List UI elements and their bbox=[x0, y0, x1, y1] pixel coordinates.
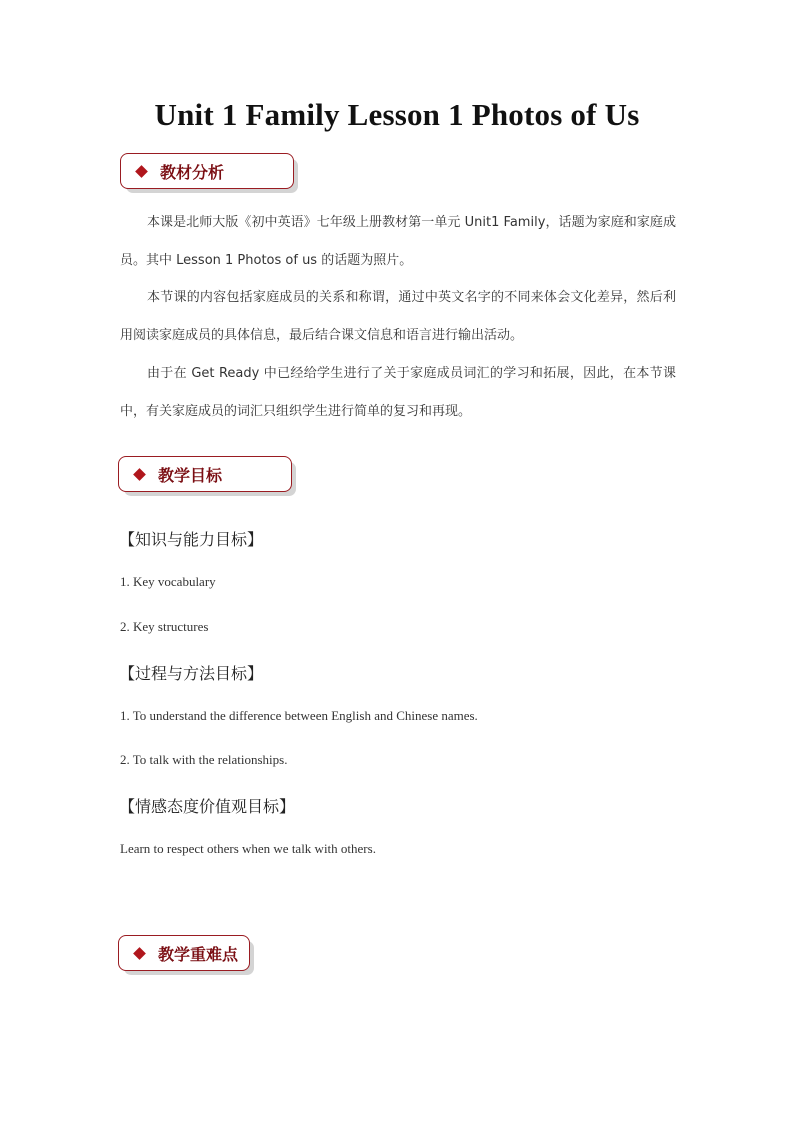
emotion-objective-label: 【情感态度价值观目标】 bbox=[119, 797, 296, 816]
diamond-bullet-icon bbox=[133, 947, 146, 960]
diamond-bullet-icon bbox=[135, 165, 148, 178]
section-heading-key-points bbox=[118, 935, 250, 971]
emotion-item-1: Learn to respect others when we talk with others. bbox=[120, 841, 376, 856]
section-heading-label: 教材分析 bbox=[160, 162, 225, 182]
section-heading-label: 教学目标 bbox=[158, 465, 223, 485]
process-objective-label: 【过程与方法目标】 bbox=[119, 664, 264, 683]
knowledge-item-1: 1. Key vocabulary bbox=[120, 574, 216, 589]
section-heading-analysis bbox=[120, 153, 294, 189]
analysis-paragraph-3: 由于在 Get Ready 中已经给学生进行了关于家庭成员词汇的学习和拓展，因此，在本节课中，有关家庭成员的词汇只组织学生进行简单的复习和再现。 bbox=[120, 366, 676, 419]
page-title: Unit 1 Family Lesson 1 Photos of Us bbox=[154, 97, 640, 132]
analysis-paragraph-2: 本节课的内容包括家庭成员的关系和称谓，通过中英文名字的不同来体会文化差异，然后利用阅读家庭成员的具体信息，最后结合课文信息和语言进行输出活动。 bbox=[120, 290, 676, 343]
process-item-1: 1. To understand the difference between English and Chinese names. bbox=[120, 708, 478, 723]
section-heading-objectives bbox=[118, 456, 292, 492]
analysis-paragraph-1: 本课是北师大版《初中英语》七年级上册教材第一单元 Unit1 Family，话题为家庭和家庭成员。其中 Lesson 1 Photos of us 的话题为照片。 bbox=[120, 215, 676, 268]
section-heading-label: 教学重难点 bbox=[158, 944, 239, 964]
knowledge-objective-label: 【知识与能力目标】 bbox=[119, 530, 264, 549]
diamond-bullet-icon bbox=[133, 468, 146, 481]
knowledge-item-2: 2. Key structures bbox=[120, 619, 209, 634]
process-item-2: 2. To talk with the relationships. bbox=[120, 752, 288, 767]
